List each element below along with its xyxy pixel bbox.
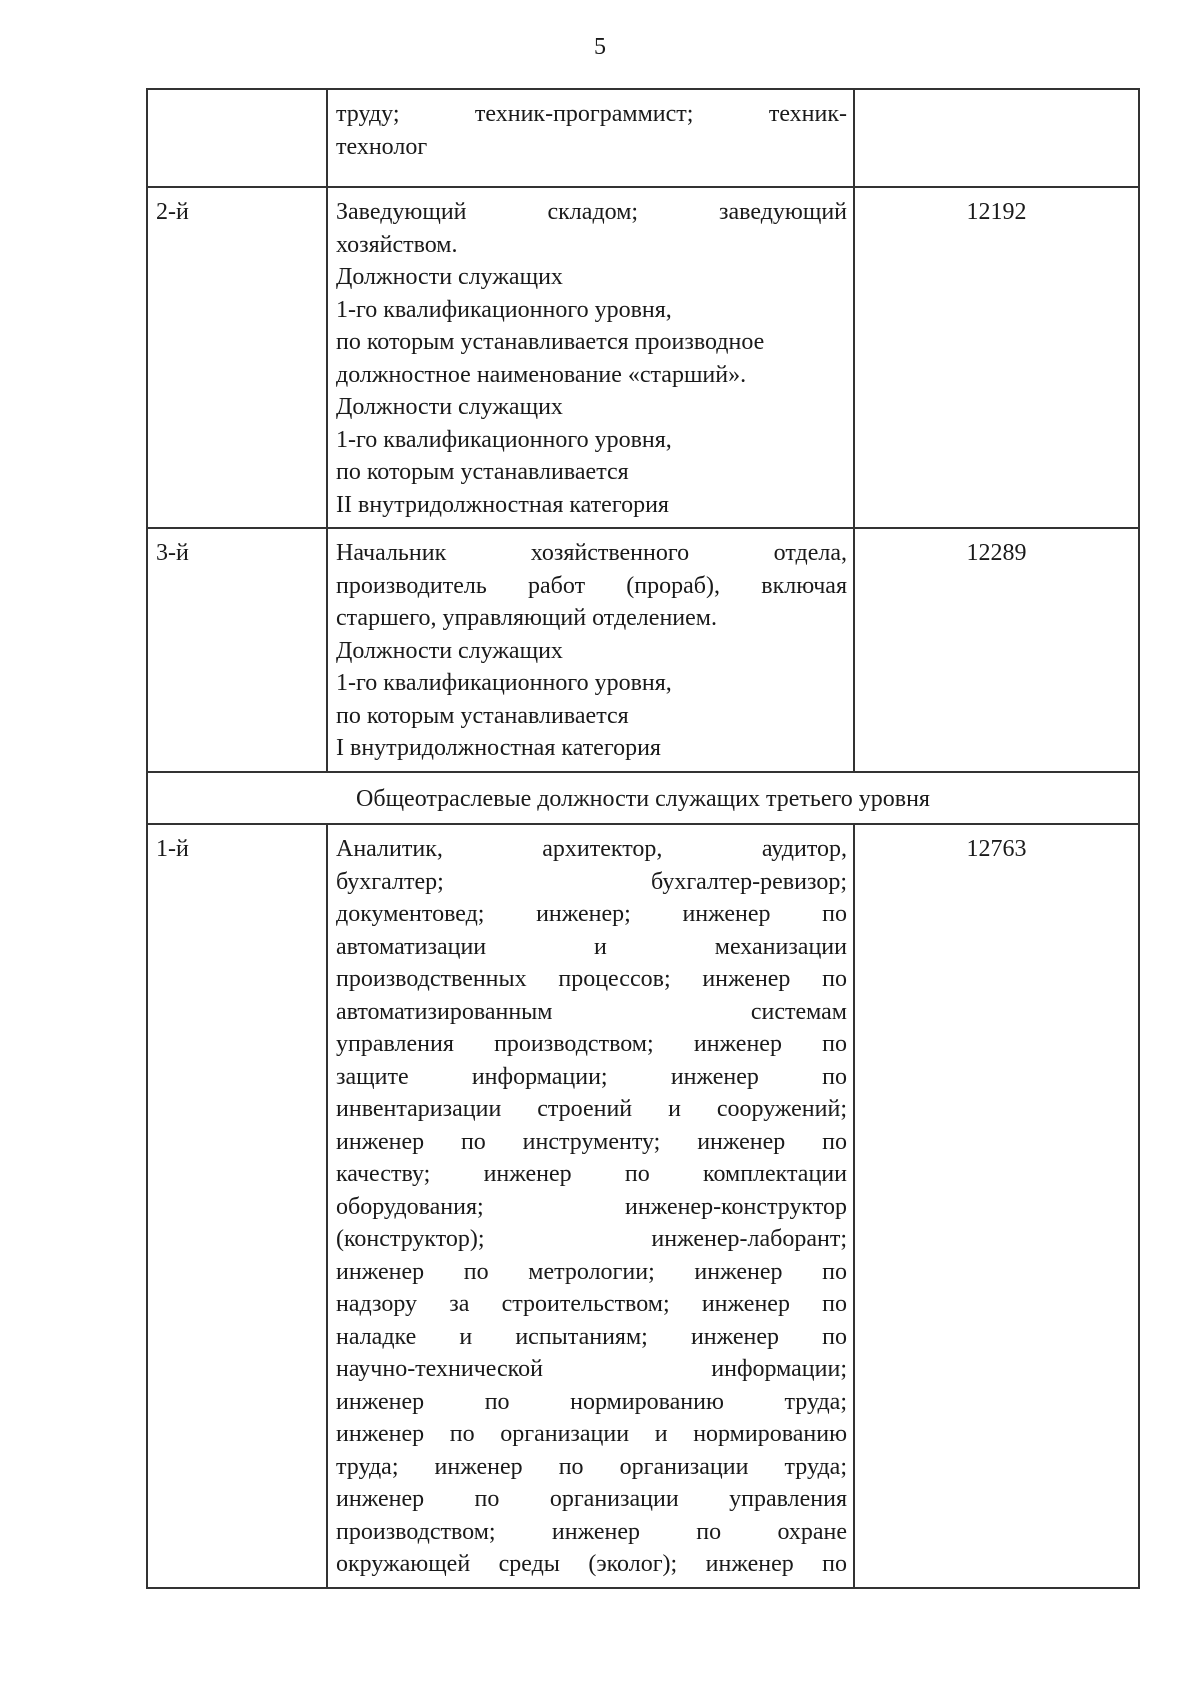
description-line: по которым устанавливается производное: [336, 329, 765, 355]
salary-code-cell: 12763: [854, 824, 1139, 1588]
description-line: инженер по организации и нормированию: [336, 1421, 847, 1447]
description-line: труда; инженер по организации труда;: [336, 1453, 847, 1480]
description-line: технолог: [336, 133, 428, 160]
description-line: I внутридолжностная категория: [336, 735, 661, 761]
salary-code-cell: 12192: [854, 187, 1139, 528]
description-line: инженер по организации управления: [336, 1486, 847, 1512]
description-line: Должности служащих: [336, 394, 563, 420]
description-line: Начальник хозяйственного отдела,: [336, 540, 847, 566]
description-line: документовед; инженер; инженер по: [336, 901, 847, 927]
qualification-level-cell: 3-й: [147, 528, 327, 772]
description-line: Заведующий складом; заведующий: [336, 199, 847, 225]
positions-description-cell: [327, 187, 854, 528]
description-line: наладке и испытаниям; инженер по: [336, 1323, 847, 1350]
description-line: Должности служащих: [336, 264, 563, 290]
description-line: (конструктор); инженер-лаборант;: [336, 1226, 847, 1252]
description-line: управления производством; инженер по: [336, 1031, 847, 1057]
description-line: окружающей среды (эколог); инженер по: [336, 1551, 847, 1577]
description-line: инженер по инструменту; инженер по: [336, 1128, 847, 1155]
description-line: инженер по метрологии; инженер по: [336, 1258, 847, 1285]
description-line: Аналитик, архитектор, аудитор,: [336, 836, 847, 862]
table-row: [147, 89, 1139, 187]
description-line: по которым устанавливается: [336, 702, 629, 729]
description-line: 1-го квалификационного уровня,: [336, 296, 672, 323]
qualification-level-cell: 2-й: [147, 187, 327, 528]
positions-description-cell: [327, 528, 854, 772]
positions-description-cell: [327, 89, 854, 187]
qualification-level-cell: [147, 89, 327, 187]
positions-table-body: [147, 89, 1139, 1588]
description-line: труду; техник-программист; техник-: [336, 101, 847, 127]
description-line: производством; инженер по охране: [336, 1518, 847, 1545]
positions-description-cell: [327, 824, 854, 1588]
description-line: автоматизации и механизации: [336, 933, 847, 960]
section-heading-row: [147, 772, 1139, 825]
table-row: [147, 187, 1139, 528]
description-line: автоматизированным системам: [336, 998, 847, 1025]
description-line: по которым устанавливается: [336, 459, 629, 485]
page-number: 5: [594, 34, 606, 60]
description-line: производственных процессов; инженер по: [336, 966, 847, 992]
description-line: надзору за строительством; инженер по: [336, 1291, 847, 1317]
description-line: бухгалтер; бухгалтер-ревизор;: [336, 868, 847, 895]
description-line: хозяйством.: [336, 231, 458, 258]
positions-table: [146, 88, 1140, 1589]
description-line: инженер по нормированию труда;: [336, 1388, 847, 1415]
description-line: II внутридолжностная категория: [336, 491, 669, 518]
description-line: качеству; инженер по комплектации: [336, 1161, 847, 1187]
description-line: должностное наименование «старший».: [336, 361, 747, 388]
section-heading: Общеотраслевые должности служащих третьего уровня: [147, 772, 1139, 825]
description-line: 1-го квалификационного уровня,: [336, 670, 672, 696]
description-line: оборудования; инженер-конструктор: [336, 1193, 847, 1220]
description-line: 1-го квалификационного уровня,: [336, 426, 672, 453]
description-line: производитель работ (прораб), включая: [336, 572, 847, 599]
description-line: старшего, управляющий отделением.: [336, 605, 717, 631]
description-line: инвентаризации строений и сооружений;: [336, 1096, 847, 1122]
table-row: [147, 528, 1139, 772]
qualification-level-cell: 1-й: [147, 824, 327, 1588]
table-row: [147, 824, 1139, 1588]
salary-code-cell: 12289: [854, 528, 1139, 772]
description-line: Должности служащих: [336, 637, 563, 664]
description-line: защите информации; инженер по: [336, 1063, 847, 1090]
description-line: научно-технической информации;: [336, 1356, 847, 1382]
salary-code-cell: [854, 89, 1139, 187]
